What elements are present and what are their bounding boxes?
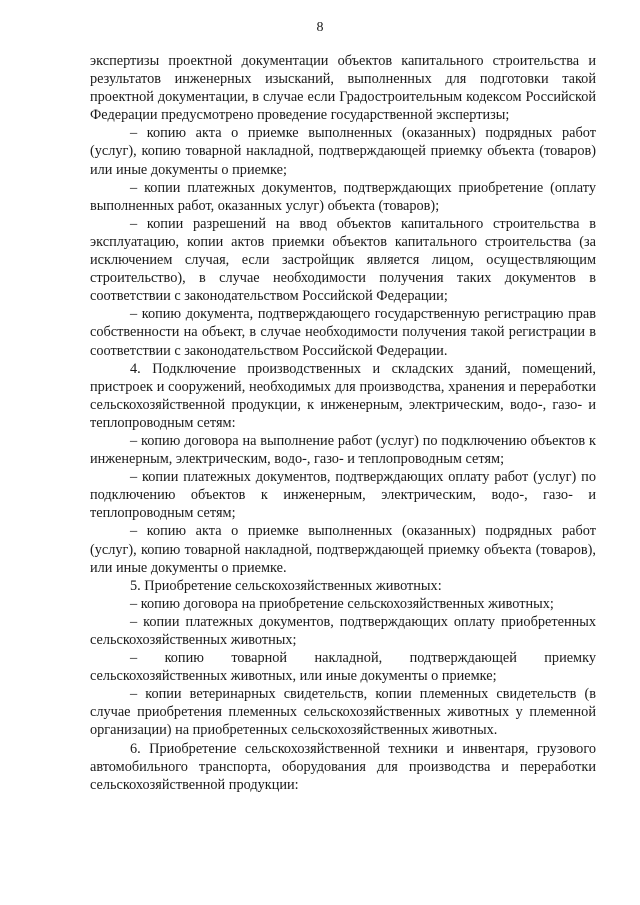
- list-item: – копию документа, подтверждающего государственную регистрацию прав собственности на объект, в случае необходимости получения такой регистрации в соответствии с законодательством Российской Федерации.: [90, 306, 596, 359]
- list-item: – копию акта о приемке выполненных (оказанных) подрядных работ (услуг), копию товарной накладной, подтверждающей приемку объекта (товаров) или иные документы о приемке;: [90, 125, 596, 178]
- list-item: – копии платежных документов, подтверждающих оплату приобретенных сельскохозяйственных животных;: [90, 613, 596, 648]
- list-item: – копию акта о приемке выполненных (оказанных) подрядных работ (услуг), копию товарной накладной, подтверждающей приемку объекта (товаров), или иные документы о приемке.: [90, 523, 596, 576]
- list-item: – копии ветеринарных свидетельств, копии племенных свидетельств (в случае приобретения племенных сельскохозяйственных животных у племенной организации) на приобретенных сельскохозяйственных животных.: [90, 686, 596, 739]
- section-heading: 5. Приобретение сельскохозяйственных животных:: [130, 577, 442, 594]
- document-body: [90, 52, 596, 794]
- list-item: – копию договора на выполнение работ (услуг) по подключению объектов к инженерным, электрическим, водо-, газо- и теплопроводным сетям;: [90, 432, 596, 468]
- list-item: – копии платежных документов, подтверждающих оплату работ (услуг) по подключению объектов к инженерным, электрическим, водо-, газо- и теплопроводным сетям;: [90, 469, 596, 522]
- page-number: 8: [316, 20, 324, 35]
- list-item: – копию товарной накладной, подтверждающей приемку сельскохозяйственных животных, или иные документы о приемке;: [90, 650, 596, 685]
- list-item: – копии разрешений на ввод объектов капитального строительства в эксплуатацию, копии актов приемки объектов капитального строительства (за исключением случая, если застройщик является лицом, осуществляющим строительство), в случае необходимости получения таких документов в соответствии с законодательством Российской Федерации;: [90, 215, 596, 305]
- section-heading: 4. Подключение производственных и складских зданий, помещений, пристроек и сооружений, необходимых для производства, хранения и переработки сельскохозяйственной продукции, к инженерным, электрическим, водо-, газо- и теплопроводным сетям:: [90, 360, 596, 431]
- list-item: – копии платежных документов, подтверждающих приобретение (оплату выполненных работ, оказанных услуг) объекта (товаров);: [90, 179, 596, 214]
- section-heading: 6. Приобретение сельскохозяйственной техники и инвентаря, грузового автомобильного транспорта, оборудования для производства и переработки сельскохозяйственной продукции:: [90, 740, 596, 793]
- paragraph: экспертизы проектной документации объектов капитального строительства и результатов инженерных изысканий, выполненных для подготовки такой проектной документации, в случае если Градостроительным кодексом Российской Федерации предусмотрено проведение государственной экспертизы;: [90, 53, 596, 124]
- list-item: – копию договора на приобретение сельскохозяйственных животных;: [130, 595, 554, 612]
